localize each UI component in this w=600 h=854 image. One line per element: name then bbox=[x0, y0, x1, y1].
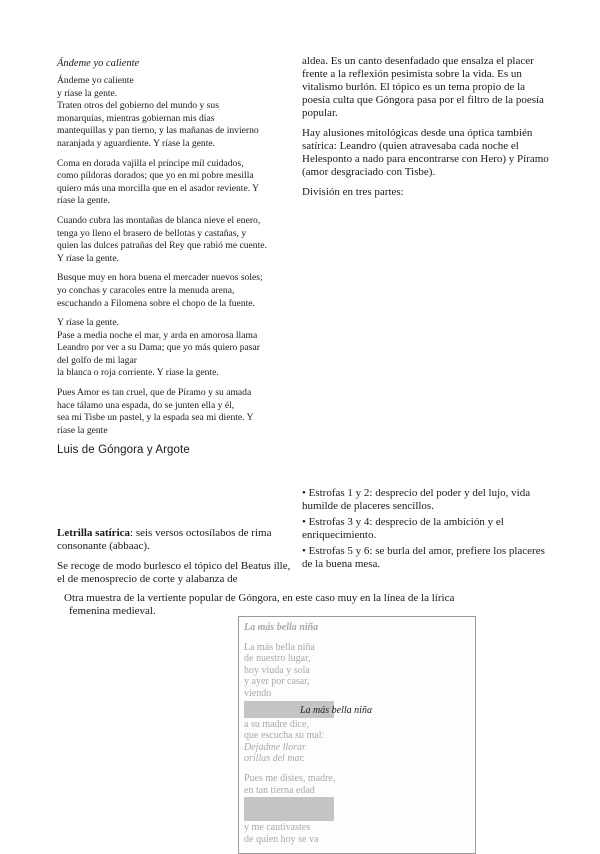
list-item: • Estrofas 1 y 2: desprecio del poder y del lujo, vida humilde de placeres sencillos. bbox=[302, 487, 531, 512]
image-verse: Pues me distes, madre, bbox=[244, 772, 336, 784]
image-verse: de quien hoy se va bbox=[244, 833, 319, 845]
verse: tenga yo lleno el brasero de bellotas y castañas, y bbox=[57, 227, 247, 239]
list-item: • Estrofas 3 y 4: desprecio de la ambición y el enriquecimiento. bbox=[302, 516, 504, 541]
intro-second-poem bbox=[64, 592, 544, 618]
commentary-paragraph: División en tres partes: bbox=[302, 186, 404, 198]
verse: hace tálamo una espada, do se junten ella y él, bbox=[57, 399, 235, 411]
intro-line: femenina medieval. bbox=[69, 605, 156, 617]
image-verse: a su madre dice, bbox=[244, 718, 309, 730]
stanza-5 bbox=[57, 317, 297, 380]
division-list bbox=[302, 487, 552, 574]
poem-title: Ándeme yo caliente bbox=[57, 58, 140, 69]
stanza-3 bbox=[57, 215, 297, 265]
verse: ríase la gente. bbox=[57, 195, 111, 207]
commentary-paragraph: aldea. Es un canto desenfadado que ensalza el placer frente a la reflexión pesimista sobre la vida. Es un vitalismo burlón. El tópico es un tema propio de la poesía culta que Góngora pasa por el filtro de la poesía popular. bbox=[302, 55, 544, 119]
verse: ríase la gente bbox=[57, 424, 108, 436]
verse: Traten otros del gobierno del mundo y sus bbox=[57, 100, 219, 112]
verse: Y ríase la gente. bbox=[57, 317, 119, 329]
letrilla-term: Letrilla satírica bbox=[57, 527, 131, 539]
verse: Cuando cubra las montañas de blanca nieve el enero, bbox=[57, 214, 261, 226]
verse: Leandro por ver a su Dama; que yo más quiero pasar bbox=[57, 342, 260, 354]
letrilla-definition bbox=[57, 527, 297, 553]
verse: Pues Amor es tan cruel, que de Píramo y su amada bbox=[57, 387, 252, 399]
image-verse: hoy viuda y sola bbox=[244, 664, 310, 676]
verse: Coma en dorada vajilla el príncipe mil cuidados, bbox=[57, 157, 244, 169]
verse: yo conchas y caracoles entre la menuda arena, bbox=[57, 284, 235, 296]
verse: mantequillas y pan tierno, y las mañanas de invierno bbox=[57, 125, 259, 137]
stanza-6 bbox=[57, 387, 297, 437]
stanza-2 bbox=[57, 158, 297, 208]
verse: sea mi Tisbe un pastel, y la espada sea mi diente. Y bbox=[57, 412, 254, 424]
redacted-block bbox=[244, 797, 334, 821]
image-verse: viendo bbox=[244, 687, 272, 699]
image-verse: en tan tierna edad bbox=[244, 784, 315, 796]
verse: Y ríase la gente. bbox=[57, 252, 119, 264]
intro-line: Otra muestra de la vertiente popular de Góngora, en este caso muy en la línea de la lírica bbox=[64, 592, 455, 604]
image-verse: y ayer por casar, bbox=[244, 676, 310, 688]
verse: Ándeme yo caliente bbox=[57, 75, 134, 86]
image-overlay-caption: La más bella niña bbox=[300, 705, 372, 716]
verse: quien las dulces patrañas del Rey que rabió me cuente. bbox=[57, 240, 267, 252]
verse: la blanca o roja corriente. Y ríase la gente. bbox=[57, 367, 219, 379]
stanza-1 bbox=[57, 75, 297, 151]
letrilla-text: : seis versos octosílabos de rima consonante (abbaac). bbox=[57, 527, 272, 552]
verse: del golfo de mi lagar bbox=[57, 354, 137, 366]
verse: quiero más una morcilla que en el asador reviente. Y bbox=[57, 182, 260, 194]
verse: Busque muy en hora buena el mercader nuevos soles; bbox=[57, 272, 263, 284]
image-verse: orillas del mar. bbox=[244, 753, 305, 765]
image-verse: de nuestro lugar, bbox=[244, 653, 311, 665]
image-verse: y me cautivastes bbox=[244, 822, 311, 834]
letrilla-section bbox=[57, 527, 297, 593]
poem-image bbox=[238, 616, 476, 854]
verse: Pase a media noche el mar, y arda en amorosa llama bbox=[57, 329, 258, 341]
verse: escuchando a Filomena sobre el chopo de la fuente. bbox=[57, 297, 255, 309]
image-verse: La más bella niña bbox=[244, 641, 315, 653]
poem-author: Luis de Góngora y Argote bbox=[57, 444, 190, 457]
verse: como píldoras dorados; que yo en mi pobre mesilla bbox=[57, 170, 254, 182]
poem-andeme bbox=[57, 58, 297, 456]
commentary bbox=[302, 55, 554, 206]
letrilla-paragraph: Se recoge de modo burlesco el tópico del Beatus ille, el de menosprecio de corte y alabanza de bbox=[57, 560, 291, 585]
stanza-4 bbox=[57, 272, 297, 310]
verse: monarquías, mientras gobiernan mis días bbox=[57, 112, 215, 124]
list-item: • Estrofas 5 y 6: se burla del amor, prefiere los placeres de la buena mesa. bbox=[302, 545, 545, 570]
image-verse: que escucha su mal: bbox=[244, 730, 325, 742]
verse: y ríase la gente. bbox=[57, 87, 118, 99]
image-verse: Dejadme llorar bbox=[244, 741, 306, 753]
verse: naranjada y aguardiente. Y ríase la gente. bbox=[57, 137, 216, 149]
commentary-paragraph: Hay alusiones mitológicas desde una óptica también satírica: Leandro (quien atravesaba cada noche el Helesponto a nado para encontrarse con Hero) y Píramo (amor desgraciado con Tisbe). bbox=[302, 127, 549, 178]
image-poem-title: La más bella niña bbox=[244, 622, 319, 633]
